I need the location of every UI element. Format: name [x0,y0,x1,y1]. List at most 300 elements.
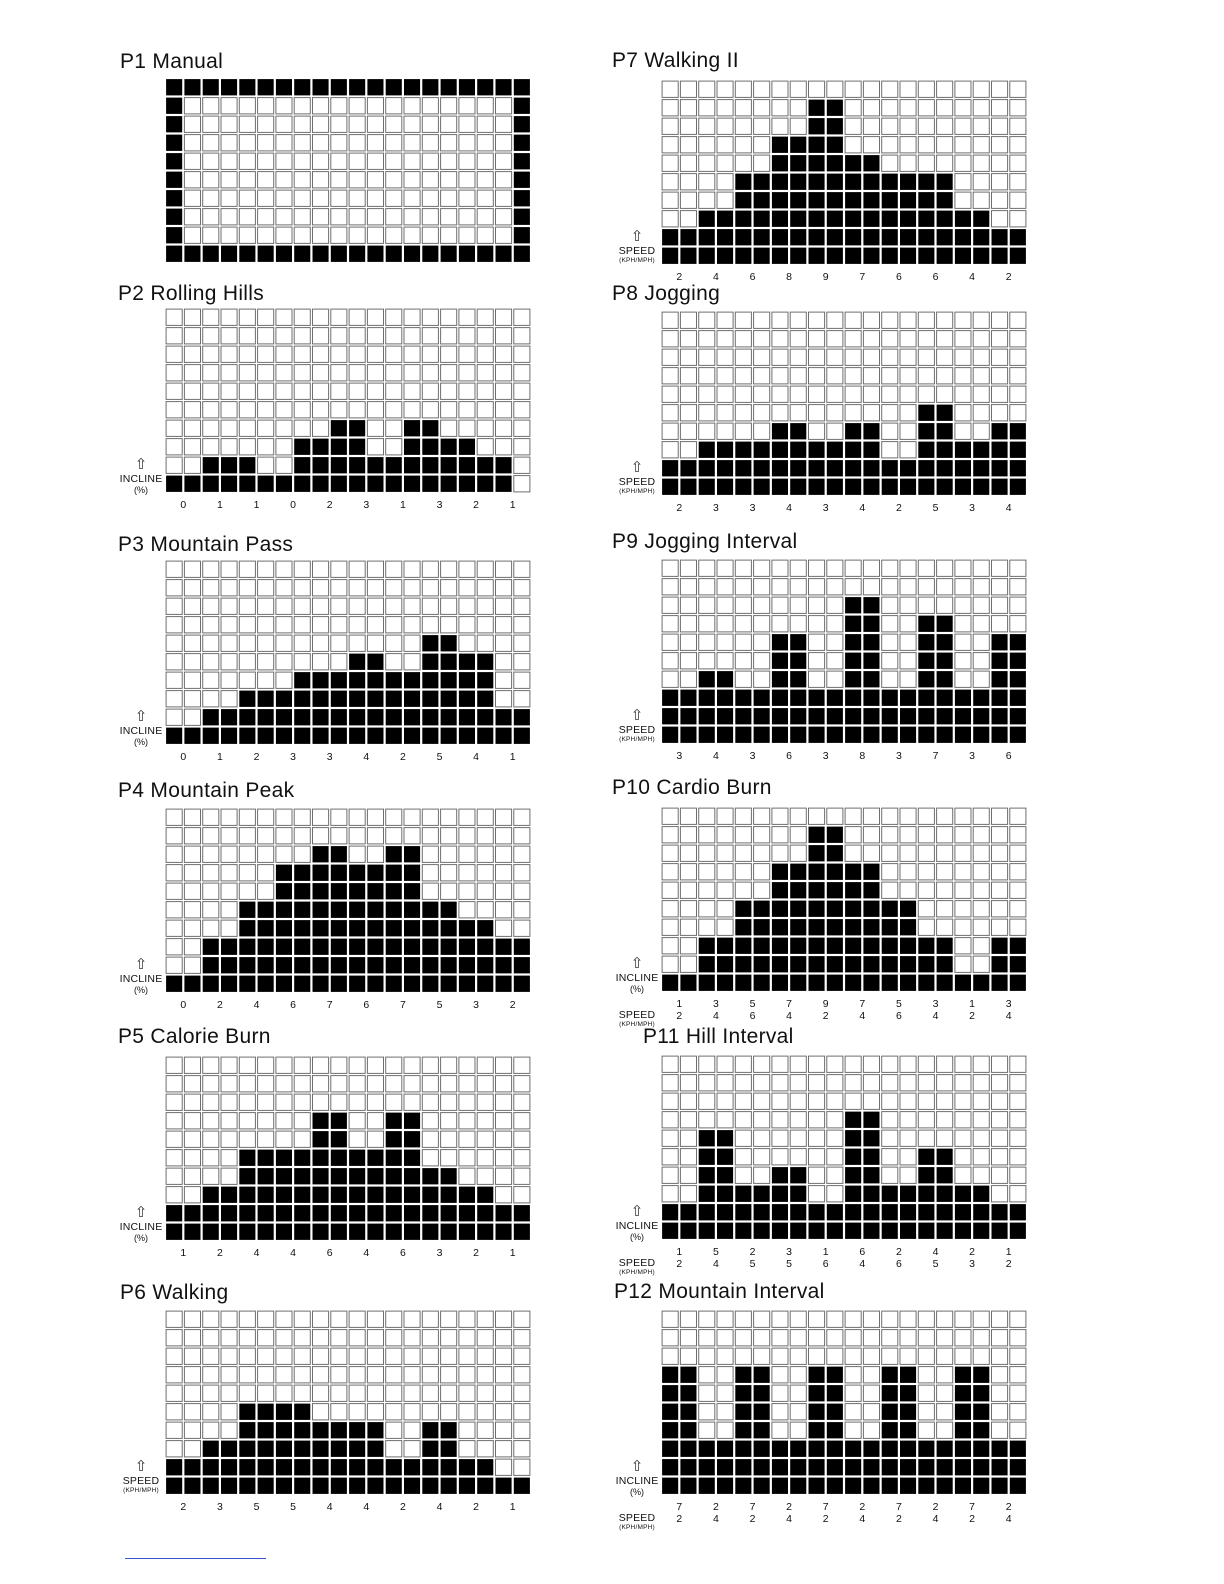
lit-cell [294,457,310,473]
lit-cell [900,727,916,743]
incline-unit-label: (%) [134,485,148,495]
unlit-cell [790,312,806,328]
unlit-cell [294,1131,310,1147]
speed-value: 3 [216,1501,223,1513]
incline-axis-label [113,726,169,747]
lit-cell [313,709,329,725]
lit-cell [680,248,696,264]
unlit-cell [992,1056,1008,1072]
lit-cell [422,1187,438,1203]
lit-cell [276,728,292,744]
unlit-cell [680,1330,696,1346]
unlit-cell [973,864,989,880]
unlit-cell [349,1131,365,1147]
lit-cell [772,1186,788,1202]
unlit-cell [459,865,475,881]
unlit-cell [680,1186,696,1202]
incline-unit-label: (%) [134,985,148,995]
lit-cell [863,1186,879,1202]
lit-cell [258,709,274,725]
lit-cell [863,1223,879,1239]
unlit-cell [184,209,200,225]
lit-cell [496,709,512,725]
unlit-cell [790,1149,806,1165]
unlit-cell [294,1385,310,1401]
lit-cell [514,957,530,973]
unlit-cell [735,653,751,669]
lit-cell [845,1478,861,1494]
lit-cell [918,653,934,669]
lit-cell [367,246,383,262]
unlit-cell [754,864,770,880]
unlit-cell [717,386,733,402]
lit-cell [477,939,493,955]
speed-value: 8 [859,750,866,762]
lit-cell [772,479,788,495]
lit-cell [422,1224,438,1240]
lit-cell [313,1168,329,1184]
unlit-cell [331,617,347,633]
unlit-cell [203,920,219,936]
unlit-cell [937,312,953,328]
lit-cell [258,1422,274,1438]
unlit-cell [203,1131,219,1147]
lit-cell [331,939,347,955]
lit-cell [992,248,1008,264]
unlit-cell [349,580,365,596]
unlit-cell [717,1404,733,1420]
lit-cell [827,827,843,843]
lit-cell [166,79,182,95]
unlit-cell [441,580,457,596]
lit-cell [221,976,237,992]
unlit-cell [735,1130,751,1146]
lit-cell [386,920,402,936]
lit-cell [735,956,751,972]
unlit-cell [386,172,402,188]
lit-cell [313,1441,329,1457]
unlit-cell [680,845,696,861]
lit-cell [717,1130,733,1146]
unlit-cell [258,1385,274,1401]
unlit-cell [699,808,715,824]
unlit-cell [680,442,696,458]
lit-cell [699,460,715,476]
unlit-cell [441,328,457,344]
lit-cell [735,727,751,743]
lit-cell [680,708,696,724]
unlit-cell [459,1150,475,1166]
unlit-cell [166,346,182,362]
unlit-cell [294,846,310,862]
lit-cell [955,1367,971,1383]
unlit-cell [680,560,696,576]
lit-cell [386,1205,402,1221]
unlit-cell [772,1075,788,1091]
lit-cell [239,976,255,992]
incline-value: 1 [676,1246,683,1258]
lit-cell [863,1130,879,1146]
unlit-cell [184,1057,200,1073]
unlit-cell [184,828,200,844]
unlit-cell [294,654,310,670]
incline-value: 3 [326,751,333,763]
lit-cell [349,691,365,707]
lit-cell [845,211,861,227]
unlit-cell [845,808,861,824]
lit-cell [845,423,861,439]
unlit-cell [900,1330,916,1346]
unlit-cell [184,672,200,688]
unlit-cell [973,1130,989,1146]
lit-cell [258,476,274,492]
unlit-cell [367,402,383,418]
unlit-cell [992,211,1008,227]
unlit-cell [1010,100,1026,116]
lit-cell [441,1478,457,1494]
lit-cell [699,1478,715,1494]
unlit-cell [918,155,934,171]
unlit-cell [294,617,310,633]
unlit-cell [203,672,219,688]
unlit-cell [680,864,696,880]
lit-cell [404,79,420,95]
lit-cell [918,1204,934,1220]
unlit-cell [772,1385,788,1401]
unlit-cell [477,98,493,114]
unlit-cell [1010,192,1026,208]
lit-cell [294,1168,310,1184]
unlit-cell [827,1093,843,1109]
unlit-cell [496,227,512,243]
unlit-cell [973,1056,989,1072]
lit-cell [918,727,934,743]
lit-cell [294,1404,310,1420]
unlit-cell [699,386,715,402]
lit-cell [754,1441,770,1457]
unlit-cell [717,423,733,439]
unlit-cell [937,1404,953,1420]
unlit-cell [349,1076,365,1092]
lit-cell [809,882,825,898]
lit-cell [772,1478,788,1494]
lit-cell [900,901,916,917]
unlit-cell [992,1112,1008,1128]
unlit-cell [680,211,696,227]
unlit-cell [239,809,255,825]
lit-cell [313,476,329,492]
lit-cell [680,1367,696,1383]
unlit-cell [294,98,310,114]
unlit-cell [367,1367,383,1383]
lit-cell [845,1186,861,1202]
lit-cell [313,1150,329,1166]
unlit-cell [900,1130,916,1146]
lit-cell [258,1187,274,1203]
unlit-cell [662,118,678,134]
unlit-cell [863,1056,879,1072]
unlit-cell [882,100,898,116]
lit-cell [973,1223,989,1239]
unlit-cell [367,116,383,132]
lit-cell [404,728,420,744]
lit-cell [184,1478,200,1494]
up-arrow-icon: ⇧ [134,708,148,725]
unlit-cell [441,1330,457,1346]
lit-cell [882,690,898,706]
unlit-cell [459,98,475,114]
lit-cell [845,690,861,706]
unlit-cell [754,616,770,632]
lit-cell [735,975,751,991]
lit-cell [166,246,182,262]
unlit-cell [166,691,182,707]
unlit-cell [477,227,493,243]
lit-cell [882,1404,898,1420]
lit-cell [422,457,438,473]
lit-cell [386,457,402,473]
unlit-cell [166,1187,182,1203]
lit-cell [717,229,733,245]
speed-axis-label [609,477,665,495]
unlit-cell [313,1057,329,1073]
unlit-cell [680,137,696,153]
lit-cell [313,1131,329,1147]
lit-cell [827,1223,843,1239]
lit-cell [258,79,274,95]
lit-cell [863,1478,879,1494]
lit-cell [809,137,825,153]
lit-cell [331,846,347,862]
lit-cell [1010,975,1026,991]
unlit-cell [386,328,402,344]
lit-cell [349,939,365,955]
unlit-cell [955,864,971,880]
unlit-cell [294,402,310,418]
lit-cell [827,442,843,458]
lit-cell [1010,248,1026,264]
unlit-cell [937,882,953,898]
lit-cell [203,476,219,492]
lit-cell [937,671,953,687]
unlit-cell [992,882,1008,898]
lit-cell [294,1441,310,1457]
unlit-cell [239,561,255,577]
unlit-cell [331,1367,347,1383]
unlit-cell [790,1093,806,1109]
unlit-cell [184,654,200,670]
unlit-cell [258,672,274,688]
lit-cell [992,690,1008,706]
lit-cell [772,248,788,264]
unlit-cell [422,1094,438,1110]
unlit-cell [827,616,843,632]
lit-cell [221,1187,237,1203]
lit-cell [662,690,678,706]
unlit-cell [882,81,898,97]
lit-cell [477,957,493,973]
unlit-cell [422,153,438,169]
unlit-cell [276,439,292,455]
lit-cell [918,1459,934,1475]
unlit-cell [717,579,733,595]
unlit-cell [662,1311,678,1327]
unlit-cell [221,920,237,936]
unlit-cell [239,672,255,688]
unlit-cell [662,560,678,576]
lit-cell [754,938,770,954]
lit-cell [790,1459,806,1475]
incline-axis-label [113,974,169,995]
unlit-cell [809,1149,825,1165]
unlit-cell [918,1093,934,1109]
lit-cell [349,902,365,918]
unlit-cell [790,579,806,595]
incline-value: 2 [399,751,406,763]
unlit-cell [882,560,898,576]
unlit-cell [955,616,971,632]
incline-value: 7 [326,999,333,1011]
lit-cell [827,727,843,743]
speed-value: 2 [676,1513,683,1525]
unlit-cell [514,1311,530,1327]
lit-cell [790,653,806,669]
lit-cell [441,476,457,492]
incline-value: 7 [399,999,406,1011]
unlit-cell [294,209,310,225]
unlit-cell [441,209,457,225]
lit-cell [441,439,457,455]
lit-cell [863,174,879,190]
lit-cell [882,919,898,935]
unlit-cell [422,402,438,418]
lit-cell [772,423,788,439]
unlit-cell [203,1422,219,1438]
unlit-cell [331,1348,347,1364]
unlit-cell [203,1150,219,1166]
lit-cell [863,479,879,495]
lit-cell [918,460,934,476]
unlit-cell [221,654,237,670]
unlit-cell [239,846,255,862]
footer-rule [125,1558,266,1559]
lit-cell [477,1205,493,1221]
lit-cell [331,1113,347,1129]
unlit-cell [459,227,475,243]
unlit-cell [313,598,329,614]
unlit-cell [276,346,292,362]
unlit-cell [772,368,788,384]
unlit-cell [496,635,512,651]
unlit-cell [992,386,1008,402]
unlit-cell [386,1076,402,1092]
unlit-cell [955,919,971,935]
unlit-cell [827,1075,843,1091]
lit-cell [386,672,402,688]
unlit-cell [937,1311,953,1327]
unlit-cell [331,135,347,151]
program-title: P8 Jogging [612,282,721,305]
unlit-cell [221,598,237,614]
lit-cell [827,229,843,245]
lit-cell [772,901,788,917]
unlit-cell [790,1056,806,1072]
unlit-cell [294,135,310,151]
unlit-cell [918,1367,934,1383]
lit-cell [404,691,420,707]
unlit-cell [973,882,989,898]
lit-cell [496,939,512,955]
unlit-cell [166,902,182,918]
lit-cell [496,79,512,95]
lit-cell [882,211,898,227]
unlit-cell [790,597,806,613]
lit-cell [276,476,292,492]
lit-cell [918,423,934,439]
unlit-cell [717,1367,733,1383]
unlit-cell [863,1367,879,1383]
unlit-cell [404,309,420,325]
unlit-cell [918,1130,934,1146]
unlit-cell [772,1130,788,1146]
unlit-cell [386,383,402,399]
unlit-cell [422,883,438,899]
unlit-cell [882,1075,898,1091]
unlit-cell [790,1130,806,1146]
unlit-cell [918,1330,934,1346]
lit-cell [313,691,329,707]
unlit-cell [459,1404,475,1420]
unlit-cell [662,442,678,458]
lit-cell [955,211,971,227]
unlit-cell [239,1330,255,1346]
speed-value: 3 [822,750,829,762]
unlit-cell [349,365,365,381]
profile-grid [661,807,1027,992]
speed-value: 1 [509,1501,516,1513]
unlit-cell [221,672,237,688]
unlit-cell [827,671,843,687]
unlit-cell [699,1330,715,1346]
unlit-cell [717,1093,733,1109]
unlit-cell [331,580,347,596]
lit-cell [496,1224,512,1240]
unlit-cell [735,137,751,153]
unlit-cell [662,1056,678,1072]
unlit-cell [973,1348,989,1364]
lit-cell [699,975,715,991]
unlit-cell [937,1385,953,1401]
unlit-cell [203,172,219,188]
unlit-cell [754,1075,770,1091]
lit-cell [827,211,843,227]
unlit-cell [882,671,898,687]
unlit-cell [294,1113,310,1129]
unlit-cell [422,1113,438,1129]
unlit-cell [184,865,200,881]
unlit-cell [900,1348,916,1364]
lit-cell [735,174,751,190]
unlit-cell [239,98,255,114]
unlit-cell [680,956,696,972]
lit-cell [313,1187,329,1203]
unlit-cell [900,616,916,632]
unlit-cell [918,1422,934,1438]
lit-cell [754,479,770,495]
lit-cell [680,690,696,706]
unlit-cell [809,634,825,650]
unlit-cell [699,118,715,134]
